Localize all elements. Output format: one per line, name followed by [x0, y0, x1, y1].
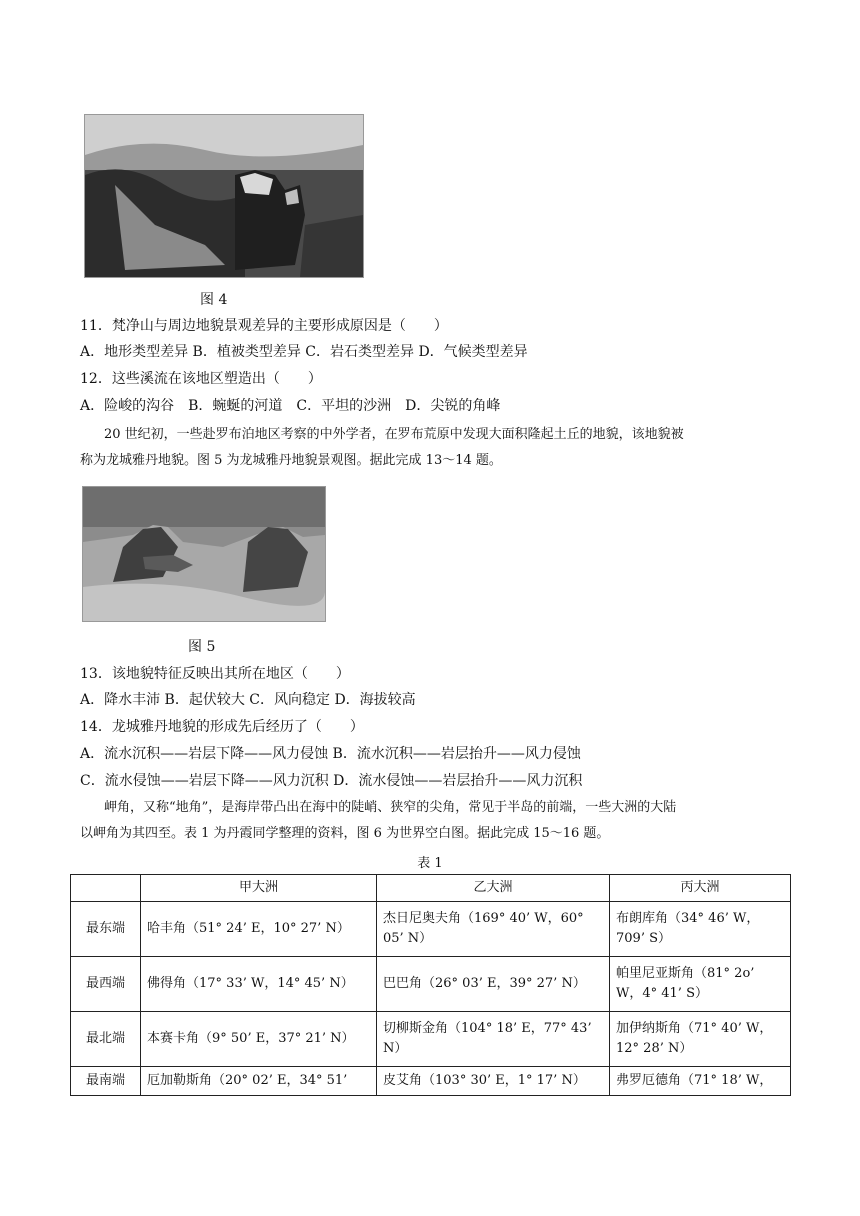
row-label-west: 最西端 — [71, 957, 141, 1012]
table-cell: 杰日尼奥夫角（169° 40’ W，60° 05’ N） — [377, 902, 610, 957]
figure-5-photo — [82, 486, 326, 622]
row-label-north: 最北端 — [71, 1012, 141, 1067]
figure-4-image — [85, 115, 363, 277]
table-header-row — [71, 875, 791, 902]
figure-5-image — [83, 487, 325, 621]
table-cell: 皮艾角（103° 30’ E，1° 17’ N） — [377, 1067, 610, 1096]
table-header-continent-jia: 甲大洲 — [141, 875, 377, 902]
question-14-options-row-1: A．流水沉积——岩层下降——风力侵蚀 B．流水沉积——岩层抬升——风力侵蚀 — [80, 746, 581, 762]
table-cell: 佛得角（17° 33’ W，14° 45’ N） — [141, 957, 377, 1012]
table-1 — [70, 874, 791, 1096]
table-cell: 厄加勒斯角（20° 02’ E，34° 51’ — [141, 1067, 377, 1096]
passage-1-line-1: 20 世纪初，一些赴罗布泊地区考察的中外学者，在罗布荒原中发现大面积隆起土丘的地貌，该地貌被 — [104, 427, 684, 442]
figure-4-photo — [84, 114, 364, 278]
passage-1-line-2: 称为龙城雅丹地貌。图 5 为龙城雅丹地貌景观图。据此完成 13～14 题。 — [80, 453, 502, 468]
passage-2-line-1: 岬角，又称“地角”，是海岸带凸出在海中的陡峭、狭窄的尖角，常见于半岛的前端，一些大洲的大陆 — [104, 800, 677, 815]
question-12-options: A．险峻的沟谷 B．蜿蜒的河道 C．平坦的沙洲 D．尖锐的角峰 — [80, 398, 501, 414]
table-row — [71, 902, 791, 957]
table-cell: 加伊纳斯角（71° 40’ W，12° 28’ N） — [610, 1012, 791, 1067]
table-row — [71, 957, 791, 1012]
question-13-stem: 13．该地貌特征反映出其所在地区（ ） — [80, 666, 350, 682]
table-cell: 巴巴角（26° 03’ E，39° 27’ N） — [377, 957, 610, 1012]
figure-5-caption: 图 5 — [188, 639, 216, 655]
table-cell: 帕里尼亚斯角（81° 2o’ W，4° 41’ S） — [610, 957, 791, 1012]
table-header-continent-bing: 丙大洲 — [610, 875, 791, 902]
table-cell: 布朗库角（34° 46’ W，709’ S） — [610, 902, 791, 957]
question-12-stem: 12．这些溪流在该地区塑造出（ ） — [80, 371, 322, 387]
question-13-options: A．降水丰沛 B．起伏较大 C．风向稳定 D．海拔较高 — [80, 692, 416, 708]
question-11-stem: 11．梵净山与周边地貌景观差异的主要形成原因是（ ） — [80, 318, 448, 334]
table-cell: 哈丰角（51° 24’ E，10° 27’ N） — [141, 902, 377, 957]
row-label-east: 最东端 — [71, 902, 141, 957]
figure-4-caption: 图 4 — [200, 292, 228, 308]
question-14-options-row-2: C．流水侵蚀——岩层下降——风力沉积 D．流水侵蚀——岩层抬升——风力沉积 — [80, 773, 583, 789]
passage-2-line-2: 以岬角为其四至。表 1 为丹霞同学整理的资料，图 6 为世界空白图。据此完成 15～16 题。 — [80, 826, 610, 841]
table-row — [71, 1067, 791, 1096]
table-row — [71, 1012, 791, 1067]
question-11-options: A．地形类型差异 B．植被类型差异 C．岩石类型差异 D．气候类型差异 — [80, 344, 528, 360]
table-cell: 切柳斯金角（104° 18’ E，77° 43’ N） — [377, 1012, 610, 1067]
row-label-south: 最南端 — [71, 1067, 141, 1096]
table-cell: 本赛卡角（9° 50’ E，37° 21’ N） — [141, 1012, 377, 1067]
table-header-corner — [71, 875, 141, 902]
table-1-title: 表 1 — [417, 856, 443, 871]
table-header-continent-yi: 乙大洲 — [377, 875, 610, 902]
question-14-stem: 14．龙城雅丹地貌的形成先后经历了（ ） — [80, 719, 364, 735]
table-cell: 弗罗厄德角（71° 18’ W， — [610, 1067, 791, 1096]
